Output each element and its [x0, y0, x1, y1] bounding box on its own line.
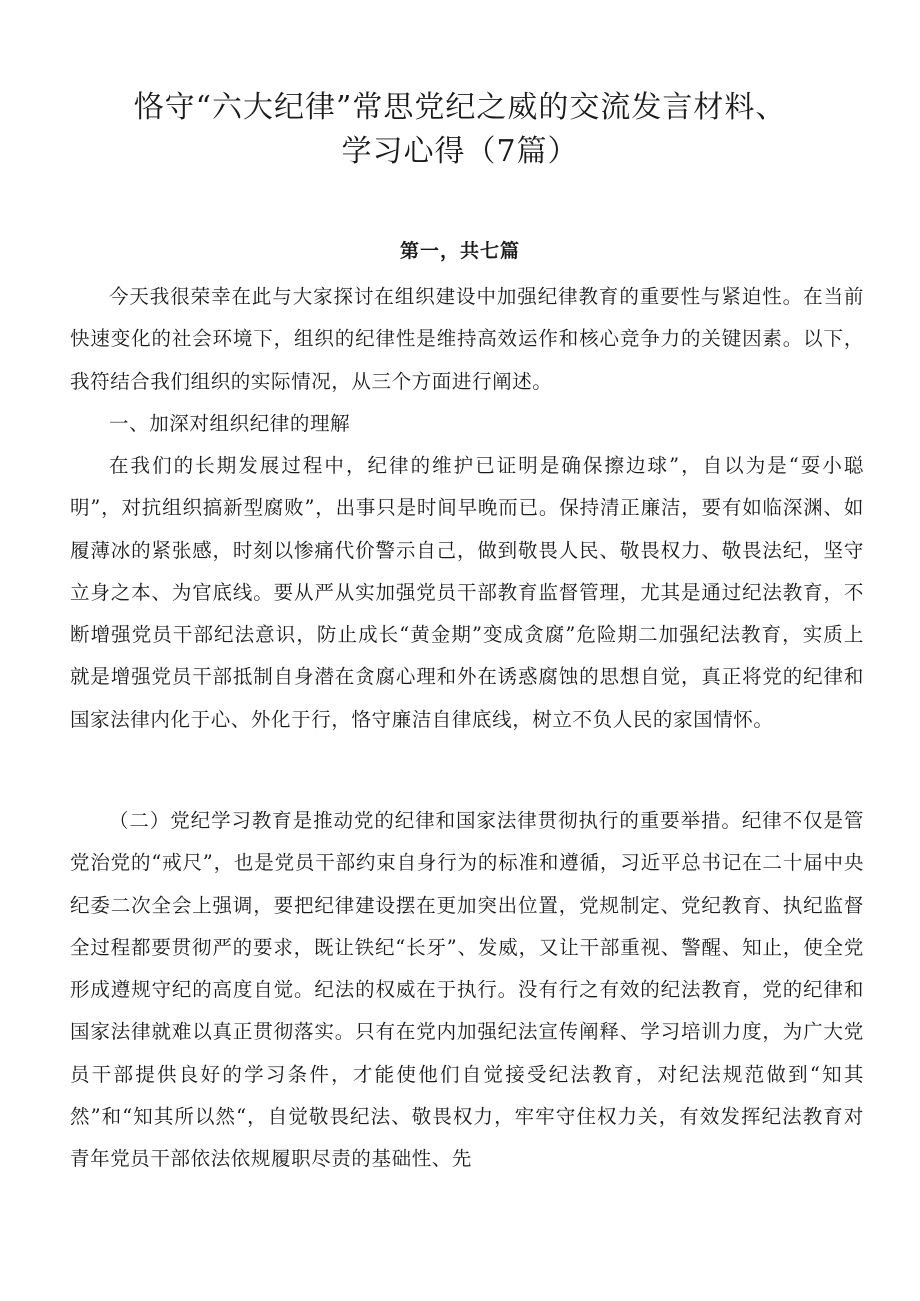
paragraph-text: 今天我很荣幸在此与大家探讨在组织建设中加强纪律教育的重要性与紧迫性。在当前快速变化的社会环境下，组织的纪律性是维持高效运作和核心竞争力的关键因素。以下，我符结合我们组织的实际情况，从三个方面进行阐述。 [70, 285, 864, 393]
title-line-1: 恪守“六大纪律”常思党纪之威的交流发言材料、 [133, 90, 787, 125]
document-title [60, 86, 860, 174]
section-heading: 第一，共七篇 [399, 240, 520, 262]
paragraph-text: 在我们的长期发展过程中，纪律的维护已证明是确保擦边球”，自以为是“耍小聪明”，对抗组织搞新型腐败”，出事只是时间早晚而已。保持清正廉洁，要有如临深渊、如履薄冰的紧张感，时刻以惨痛代价警示自己，做到敬畏人民、敬畏权力、敬畏法纪，坚守立身之本、为官底线。要从严从实加强党员干部教育监督管理，尤其是通过纪法教育，不断增强党员干部纪法意识，防止成长“黄金期”变成贪腐”危险期二加强纪法教育，实质上就是增强党员干部抵制自身潜在贪腐心理和外在诱惑腐蚀的思想自觉，真正将党的纪律和国家法律内化于心、外化于行，恪守廉洁自律底线，树立不负人民的家国情怀。 [70, 454, 864, 731]
subheading-text: 一、加深对组织纪律的理解 [109, 412, 351, 435]
paragraph-discipline [70, 445, 864, 741]
subheading-one [70, 403, 864, 445]
paragraph-education [70, 800, 864, 1181]
paragraph-intro [70, 276, 864, 403]
title-line-2: 学习心得（7篇） [341, 134, 579, 169]
paragraph-text: （二）党纪学习教育是推动党的纪律和国家法律贯彻执行的重要举措。纪律不仅是管党治党的“戒尺”，也是党员干部约束自身行为的标准和遵循，习近平总书记在二十届中央纪委二次全会上强调，要把纪律建设摆在更加突出位置，党规制定、党纪教育、执纪监督全过程都要贯彻严的要求，既让铁纪“长牙”、发威，又让干部重视、警醒、知止，使全党形成遵规守纪的高度自觉。纪法的权威在于执行。没有行之有效的纪法教育，党的纪律和国家法律就难以真正贯彻落实。只有在党内加强纪法宣传阐释、学习培训力度，为广大党员干部提供良好的学习条件，才能使他们自觉接受纪法教育，对纪法规范做到“知其然”和“知其所以然“，自觉敬畏纪法、敬畏权力，牢牢守住权力关，有效发挥纪法教育对青年党员干部依法依规履职尽责的基础性、先 [70, 809, 864, 1171]
